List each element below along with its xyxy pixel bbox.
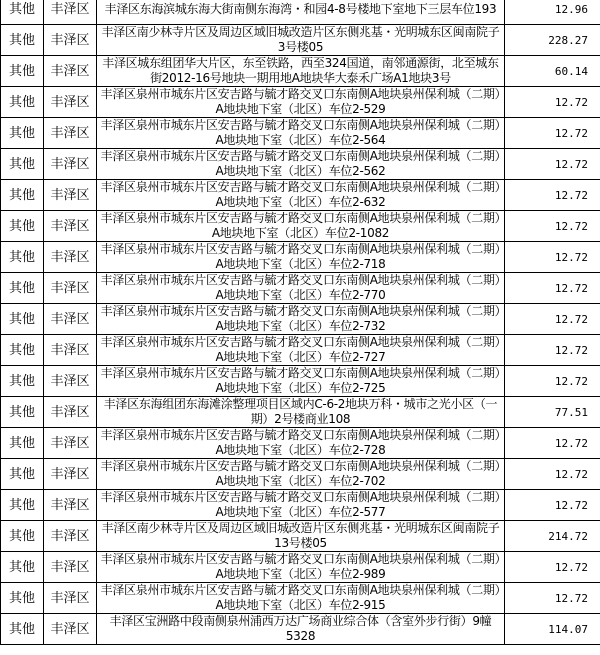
address-cell: 丰泽区南少林寺片区及周边区域旧城改造片区东侧兆基・光明城东区闽南院子3号楼05: [97, 25, 505, 56]
table-row: [1, 211, 600, 242]
address-cell: 丰泽区泉州市城东片区安吉路与毓才路交叉口东南侧A地块泉州保利城（二期）A地块地下室（北区）车位2-728: [97, 428, 505, 459]
price-cell: 12.72: [505, 583, 600, 614]
table-row: [1, 490, 600, 521]
category-cell: 其他: [1, 149, 44, 180]
address-cell: 丰泽区泉州市城东片区安吉路与毓才路交叉口东南侧A地块泉州保利城（二期）A地块地下室（北区）车位2-529: [97, 87, 505, 118]
category-cell: 其他: [1, 428, 44, 459]
district-cell: 丰泽区: [44, 87, 97, 118]
address-cell: 丰泽区南少林寺片区及周边区域旧城改造片区东侧兆基・光明城东区闽南院子13号楼05: [97, 521, 505, 552]
category-cell: 其他: [1, 211, 44, 242]
district-cell: 丰泽区: [44, 428, 97, 459]
district-cell: 丰泽区: [44, 521, 97, 552]
price-cell: 228.27: [505, 25, 600, 56]
district-cell: 丰泽区: [44, 56, 97, 87]
address-cell: 丰泽区泉州市城东片区安吉路与毓才路交叉口东南侧A地块泉州保利城（二期）A地块地下室（北区）车位2-577: [97, 490, 505, 521]
district-cell: 丰泽区: [44, 397, 97, 428]
district-cell: 丰泽区: [44, 273, 97, 304]
address-cell: 丰泽区泉州市城东片区安吉路与毓才路交叉口东南侧A地块泉州保利城（二期）A地块地下室（北区）车位2-725: [97, 366, 505, 397]
table-row: [1, 180, 600, 211]
address-cell: 丰泽区泉州市城东片区安吉路与毓才路交叉口东南侧A地块泉州保利城（二期）A地块地下室（北区）车位2-632: [97, 180, 505, 211]
category-cell: 其他: [1, 614, 44, 645]
address-cell: 丰泽区泉州市城东片区安吉路与毓才路交叉口东南侧A地块泉州保利城（二期）A地块地下室（北区）车位2-915: [97, 583, 505, 614]
address-cell: 丰泽区泉州市城东片区安吉路与毓才路交叉口东南侧A地块泉州保利城（二期）A地块地下室（北区）车位2-718: [97, 242, 505, 273]
table-row: [1, 149, 600, 180]
price-cell: 12.72: [505, 242, 600, 273]
category-cell: 其他: [1, 583, 44, 614]
price-cell: 77.51: [505, 397, 600, 428]
price-cell: 12.72: [505, 211, 600, 242]
price-cell: 12.72: [505, 459, 600, 490]
price-cell: 12.72: [505, 273, 600, 304]
table-row: [1, 459, 600, 490]
category-cell: 其他: [1, 304, 44, 335]
address-cell: 丰泽区泉州市城东片区安吉路与毓才路交叉口东南侧A地块泉州保利城（二期）A地块地下室（北区）车位2-989: [97, 552, 505, 583]
price-cell: 12.72: [505, 118, 600, 149]
table-row: [1, 273, 600, 304]
district-cell: 丰泽区: [44, 149, 97, 180]
category-cell: 其他: [1, 56, 44, 87]
table-row: [1, 552, 600, 583]
price-cell: 12.72: [505, 304, 600, 335]
table-row: [1, 56, 600, 87]
table-row: [1, 25, 600, 56]
address-cell: 丰泽区泉州市城东片区安吉路与毓才路交叉口东南侧A地块泉州保利城（二期）A地块地下室（北区）车位2-1082: [97, 211, 505, 242]
district-cell: 丰泽区: [44, 614, 97, 645]
price-cell: 12.72: [505, 87, 600, 118]
category-cell: 其他: [1, 118, 44, 149]
district-cell: 丰泽区: [44, 490, 97, 521]
price-cell: 12.72: [505, 180, 600, 211]
table-row: [1, 521, 600, 552]
category-cell: 其他: [1, 366, 44, 397]
price-cell: 12.72: [505, 428, 600, 459]
district-cell: 丰泽区: [44, 118, 97, 149]
table-body: [1, 0, 600, 645]
price-cell: 12.72: [505, 552, 600, 583]
category-cell: 其他: [1, 87, 44, 118]
district-cell: 丰泽区: [44, 180, 97, 211]
category-cell: 其他: [1, 242, 44, 273]
table-row: [1, 583, 600, 614]
category-cell: 其他: [1, 0, 44, 25]
district-cell: 丰泽区: [44, 366, 97, 397]
category-cell: 其他: [1, 521, 44, 552]
district-cell: 丰泽区: [44, 552, 97, 583]
category-cell: 其他: [1, 273, 44, 304]
table-row: [1, 0, 600, 25]
address-cell: 丰泽区城东组团华大片区，东至铁路，西至324国道，南邻通源街，北至城东街2012-16号地块一期用地A地块华大泰禾广场A1地块3号: [97, 56, 505, 87]
address-cell: 丰泽区泉州市城东片区安吉路与毓才路交叉口东南侧A地块泉州保利城（二期）A地块地下室（北区）车位2-702: [97, 459, 505, 490]
address-cell: 丰泽区泉州市城东片区安吉路与毓才路交叉口东南侧A地块泉州保利城（二期）A地块地下室（北区）车位2-562: [97, 149, 505, 180]
address-cell: 丰泽区泉州市城东片区安吉路与毓才路交叉口东南侧A地块泉州保利城（二期）A地块地下室（北区）车位2-564: [97, 118, 505, 149]
district-cell: 丰泽区: [44, 211, 97, 242]
district-cell: 丰泽区: [44, 25, 97, 56]
price-cell: 12.96: [505, 0, 600, 25]
address-cell: 丰泽区泉州市城东片区安吉路与毓才路交叉口东南侧A地块泉州保利城（二期）A地块地下室（北区）车位2-770: [97, 273, 505, 304]
district-cell: 丰泽区: [44, 459, 97, 490]
address-cell: 丰泽区宝洲路中段南侧泉州浦西万达广场商业综合体（含室外步行街）9幢5328: [97, 614, 505, 645]
table-row: [1, 87, 600, 118]
category-cell: 其他: [1, 552, 44, 583]
table-row: [1, 118, 600, 149]
table-row: [1, 614, 600, 645]
district-cell: 丰泽区: [44, 242, 97, 273]
price-cell: 12.72: [505, 335, 600, 366]
address-cell: 丰泽区东海组团东海滩涂整理项目区域内C-6-2地块万科・城市之光小区（一期）2号楼商业108: [97, 397, 505, 428]
table-row: [1, 304, 600, 335]
address-cell: 丰泽区泉州市城东片区安吉路与毓才路交叉口东南侧A地块泉州保利城（二期）A地块地下室（北区）车位2-732: [97, 304, 505, 335]
table-row: [1, 366, 600, 397]
price-cell: 114.07: [505, 614, 600, 645]
table-row: [1, 335, 600, 366]
category-cell: 其他: [1, 459, 44, 490]
address-cell: 丰泽区东海滨城东海大街南侧东海湾・和园4-8号楼地下室地下三层车位193: [97, 0, 505, 25]
category-cell: 其他: [1, 25, 44, 56]
price-cell: 214.72: [505, 521, 600, 552]
table-row: [1, 428, 600, 459]
table-row: [1, 242, 600, 273]
address-cell: 丰泽区泉州市城东片区安吉路与毓才路交叉口东南侧A地块泉州保利城（二期）A地块地下室（北区）车位2-727: [97, 335, 505, 366]
table-row: [1, 397, 600, 428]
district-cell: 丰泽区: [44, 335, 97, 366]
price-cell: 60.14: [505, 56, 600, 87]
district-cell: 丰泽区: [44, 304, 97, 335]
district-cell: 丰泽区: [44, 583, 97, 614]
price-cell: 12.72: [505, 149, 600, 180]
category-cell: 其他: [1, 335, 44, 366]
category-cell: 其他: [1, 397, 44, 428]
price-cell: 12.72: [505, 366, 600, 397]
district-cell: 丰泽区: [44, 0, 97, 25]
category-cell: 其他: [1, 490, 44, 521]
price-cell: 12.72: [505, 490, 600, 521]
category-cell: 其他: [1, 180, 44, 211]
